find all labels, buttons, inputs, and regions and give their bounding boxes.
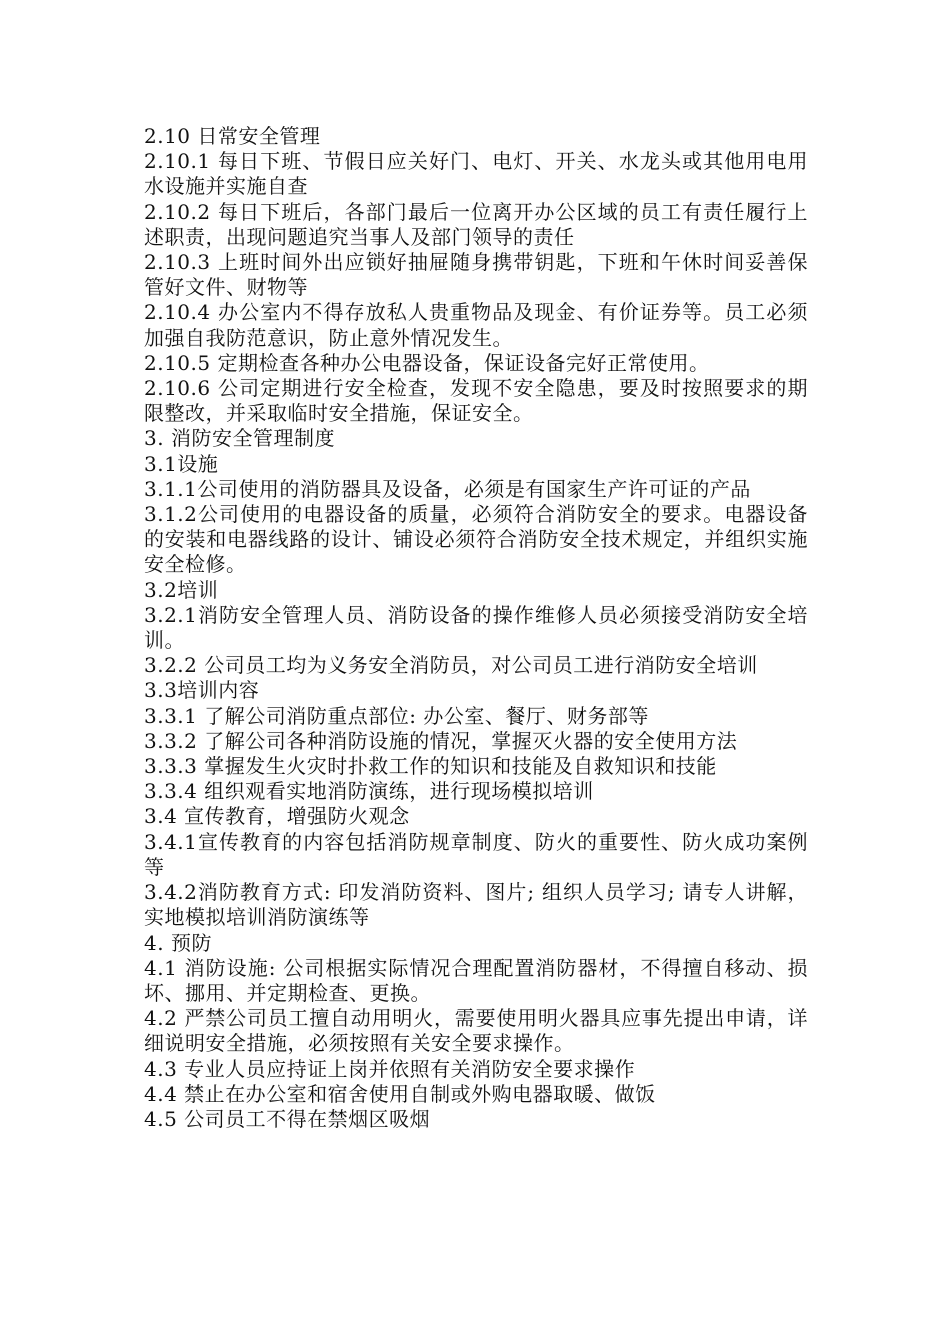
paragraph-4-2: 4.2 严禁公司员工擅自动用明火，需要使用明火器具应事先提出申请，详细说明安全措施，必须按照有关安全要求操作。 [144, 1006, 808, 1056]
document-body [144, 124, 808, 1132]
paragraph-3-3-1: 3.3.1 了解公司消防重点部位: 办公室、餐厅、财务部等 [144, 703, 649, 728]
paragraph-3-3-3: 3.3.3 掌握发生火灾时扑救工作的知识和技能及自救知识和技能 [144, 754, 717, 779]
paragraph-3-1-2: 3.1.2公司使用的电器设备的质量，必须符合消防安全的要求。电器设备的安装和电器线路的设计、铺设必须符合消防安全技术规定，并组织实施安全检修。 [144, 502, 808, 577]
paragraph-3-4-2: 3.4.2消防教育方式: 印发消防资料、图片; 组织人员学习; 请专人讲解，实地模拟培训消防演练等 [144, 880, 808, 930]
heading-3-3: 3.3培训内容 [144, 678, 260, 703]
heading-2-10: 2.10 日常安全管理 [144, 124, 321, 148]
paragraph-3-3-2: 3.3.2 了解公司各种消防设施的情况，掌握灭火器的安全使用方法 [144, 728, 738, 753]
paragraph-4-3: 4.3 专业人员应持证上岗并依照有关消防安全要求操作 [144, 1056, 636, 1081]
heading-3-1: 3.1设施 [144, 451, 219, 476]
paragraph-2-10-4: 2.10.4 办公室内不得存放私人贵重物品及现金、有价证券等。员工必须加强自我防范意识，防止意外情况发生。 [144, 300, 808, 350]
heading-4: 4. 预防 [144, 930, 212, 955]
paragraph-3-2-2: 3.2.2 公司员工均为义务安全消防员，对公司员工进行消防安全培训 [144, 653, 758, 678]
paragraph-4-5: 4.5 公司员工不得在禁烟区吸烟 [144, 1106, 431, 1131]
paragraph-3-2-1: 3.2.1消防安全管理人员、消防设备的操作维修人员必须接受消防安全培训。 [144, 602, 808, 653]
paragraph-4-1: 4.1 消防设施: 公司根据实际情况合理配置消防器材，不得擅自移动、损坏、挪用、并定期检查、更换。 [144, 955, 808, 1005]
paragraph-3-3-4: 3.3.4 组织观看实地消防演练，进行现场模拟培训 [144, 779, 594, 804]
heading-3-2: 3.2培训 [144, 577, 219, 602]
paragraph-2-10-5: 2.10.5 定期检查各种办公电器设备，保证设备完好正常使用。 [144, 350, 710, 375]
paragraph-2-10-3: 2.10.3 上班时间外出应锁好抽屉随身携带钥匙，下班和午休时间妥善保管好文件、财物等 [144, 250, 808, 300]
heading-3: 3. 消防安全管理制度 [144, 426, 335, 451]
paragraph-2-10-6: 2.10.6 公司定期进行安全检查，发现不安全隐患，要及时按照要求的期限整改，并采取临时安全措施，保证安全。 [144, 376, 808, 426]
paragraph-4-4: 4.4 禁止在办公室和宿舍使用自制或外购电器取暖、做饭 [144, 1081, 656, 1106]
paragraph-3-4-1: 3.4.1宣传教育的内容包括消防规章制度、防火的重要性、防火成功案例等 [144, 829, 808, 879]
paragraph-2-10-2: 2.10.2 每日下班后，各部门最后一位离开办公区域的员工有责任履行上述职责，出现问题追究当事人及部门领导的责任 [144, 199, 808, 249]
paragraph-3-1-1: 3.1.1公司使用的消防器具及设备，必须是有国家生产许可证的产品 [144, 476, 751, 501]
heading-3-4: 3.4 宣传教育，增强防火观念 [144, 804, 410, 829]
paragraph-2-10-1: 2.10.1 每日下班、节假日应关好门、电灯、开关、水龙头或其他用电用水设施并实施自查 [144, 149, 808, 199]
